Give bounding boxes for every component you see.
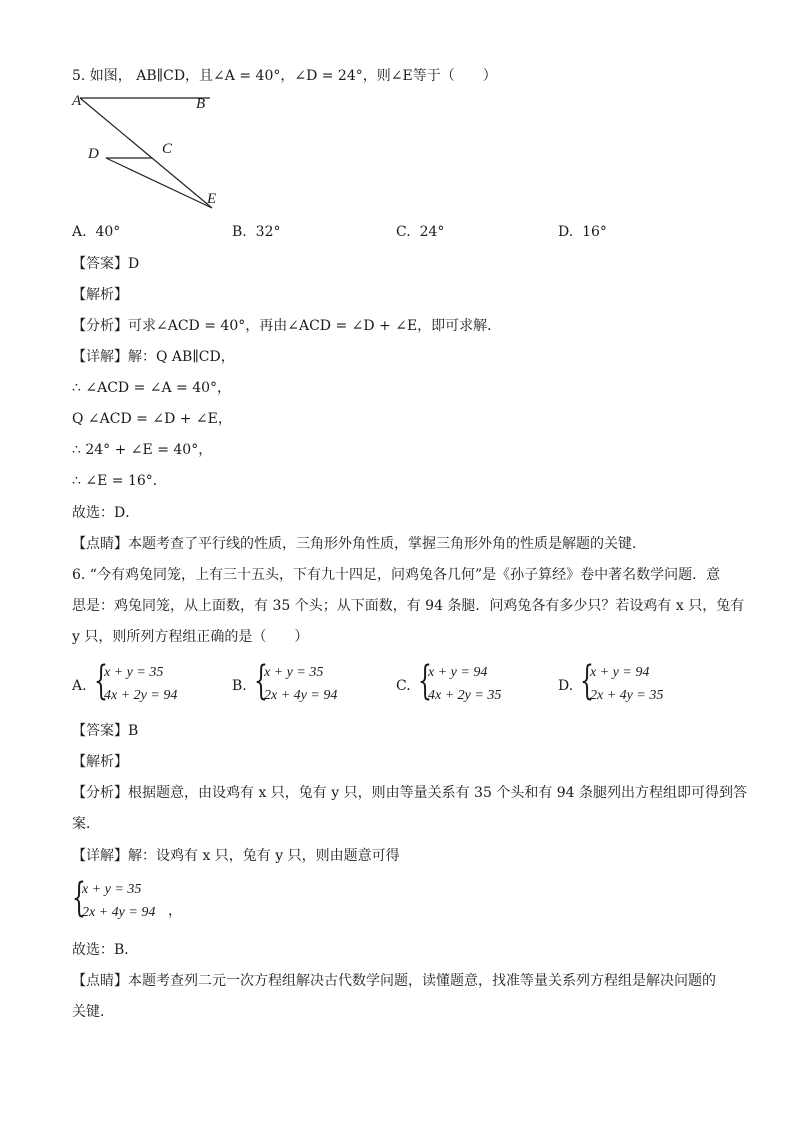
brace-icon: { <box>254 658 268 704</box>
brace-icon: { <box>72 875 86 921</box>
brace-icon: { <box>94 658 108 704</box>
q6-option-a-key: A. <box>72 678 87 694</box>
brace-icon: { <box>580 658 594 704</box>
q5-option-a: A. 40° <box>72 224 121 240</box>
point-label-c: C <box>162 141 173 157</box>
q6-dianjing-2: 关键． <box>72 1004 114 1020</box>
point-label-a: A <box>72 93 82 109</box>
point-label-d: D <box>88 146 99 162</box>
q6-choose: 故选：B． <box>72 942 139 958</box>
brace-icon: { <box>418 658 432 704</box>
q6-fenxi-2: 案． <box>72 816 100 832</box>
q6-stem-2: 思是：鸡兔同笼，从上面数，有 35 个头；从下面数，有 94 条腿．问鸡兔各有多少只？若设鸡有 x 只，兔有 <box>72 598 745 614</box>
point-label-e: E <box>207 191 217 207</box>
q5-detail-3: Q ∠ACD = ∠D + ∠E， <box>72 411 232 427</box>
q6-jiexi: 【解析】 <box>72 754 128 770</box>
q5-option-d: D. 16° <box>558 224 607 240</box>
q6-option-b-key: B. <box>232 678 247 694</box>
q6-option-d-key: D. <box>558 678 574 694</box>
q5-detail-1: 【详解】解：Q AB∥CD， <box>72 349 235 365</box>
q5-jiexi: 【解析】 <box>72 287 128 303</box>
q6-stem-3: y 只，则所列方程组正确的是（ ） <box>72 629 309 645</box>
q6-system-tail: ， <box>168 903 182 919</box>
segment-ae <box>80 98 212 208</box>
q5-detail-5: ∴ ∠E = 16°． <box>72 473 167 489</box>
segment-de <box>106 158 212 208</box>
document-page: 5. 如图， AB∥CD，且∠A = 40°，∠D = 24°，则∠E等于（ ） A B C D E A. 40° B. 32° C. 24° D. 16° 【答案】D 【解析】 【分析】可求∠ACD = 40°，再由∠ACD = ∠D + ∠E，即可求解． 【详解】解：Q AB∥CD， ∴ ∠ACD = ∠A = 40°， Q ∠ACD = ∠D + ∠E， ∴ 24° + ∠E = 40°， ∴ ∠E = 16°． 故选：D． 【点睛】本题考查了平行线的性质，三角形外角性质，掌握三角形外角的性质是解题的关键． 6. “今有鸡兔同笼，上有三十五头，下有九十四足，问鸡兔各几何”是《孙子算经》卷中著名数学问题．意 思是：鸡兔同笼，从上面数，有 35 个头；从下面数，有 94 条腿．问鸡兔各有多少只？若设鸡有 x 只，兔有 y 只，则所列方程组正确的是（ ） A. { x + y = 35 4x + 2y = 94 B. { x + y = 35 2x + 4y = 94 C. { x + y = 94 4x + 2y = 35 D. { x + y = 94 2x + 4y = 35 【答案】B 【解析】 【分析】根据题意，由设鸡有 x 只，兔有 y 只，则由等量关系有 35 个头和有 94 条腿列出方程组即可得到答 案． 【详解】解：设鸡有 x 只，兔有 y 只，则由题意可得 { x + y = 35 2x + 4y = 94 ， 故选：B． 【点睛】本题考查列二元一次方程组解决古代数学问题，读懂题意，找准等量关系列方程组是解决问题的 关键． <box>0 0 794 1123</box>
q5-choose: 故选：D． <box>72 505 140 521</box>
q6-detail: 【详解】解：设鸡有 x 只，兔有 y 只，则由题意可得 <box>72 848 400 864</box>
q5-detail-4: ∴ 24° + ∠E = 40°， <box>72 442 213 458</box>
q5-option-c: C. 24° <box>396 224 445 240</box>
q6-fenxi-1: 【分析】根据题意，由设鸡有 x 只，兔有 y 只，则由等量关系有 35 个头和有 94 条腿列出方程组即可得到答 <box>72 785 748 801</box>
q5-answer: 【答案】D <box>72 256 140 272</box>
q5-detail-2: ∴ ∠ACD = ∠A = 40°， <box>72 380 232 396</box>
q5-fenxi: 【分析】可求∠ACD = 40°，再由∠ACD = ∠D + ∠E，即可求解． <box>72 318 502 334</box>
q6-dianjing-1: 【点睛】本题考查列二元一次方程组解决古代数学问题，读懂题意，找准等量关系列方程组是解决问题的 <box>72 973 716 989</box>
q5-dianjing: 【点睛】本题考查了平行线的性质，三角形外角性质，掌握三角形外角的性质是解题的关键． <box>72 536 646 552</box>
q6-stem-1: 6. “今有鸡兔同笼，上有三十五头，下有九十四足，问鸡兔各几何”是《孙子算经》卷中著名数学问题．意 <box>72 567 721 583</box>
q5-option-b: B. 32° <box>232 224 281 240</box>
point-label-b: B <box>196 96 206 112</box>
q5-stem: 5. 如图， AB∥CD，且∠A = 40°，∠D = 24°，则∠E等于（ ） <box>72 68 497 84</box>
q6-option-c-key: C. <box>396 678 411 694</box>
q6-answer: 【答案】B <box>72 723 139 739</box>
